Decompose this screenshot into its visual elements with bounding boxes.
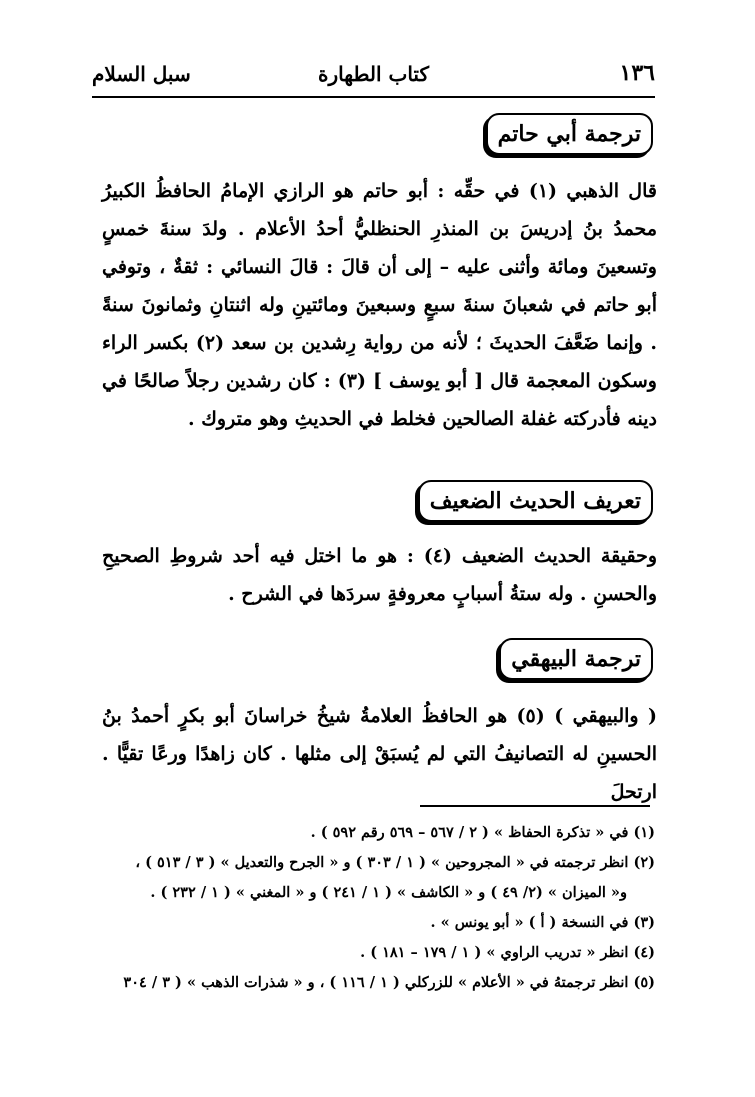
paragraph-abi-hatim: قال الذهبي (١) في حقِّه : أبو حاتم هو الرازي الإمامُ الحافظُ الكبيرُ محمدُ بنُ إدريسَ بن المنذرِ الحنظليُّ أحدُ الأعلام . ولدَ سنةَ خمسٍ وتسعينَ ومائة وأثنى عليه – إلى أن قالَ : قالَ النسائي : ثقةٌ ، وتوفي أبو حاتم في شعبانَ سنةَ سبعٍ وسبعينَ ومائتينِ وله اثنتانِ وثمانونَ سنةً . وإنما ضَعَّفَ الحديثَ ؛ لأنه من رواية رِشدين بن سعد (٢) بكسر الراء وسكون المعجمة قال [ أبو يوسف ] (٣) : كان رشدين رجلاً صالحًا في دينه فأدركته غفلة الصالحين فخلط في الحديثِ وهو متروك . bbox=[102, 180, 657, 430]
footnote-3: (٣) في النسخة ( أ ) « أبو يونس » . bbox=[430, 914, 655, 931]
header-rule bbox=[92, 96, 655, 98]
footnote-2: (٢) انظر ترجمته في « المجروحين » ( ١ / ٣٠٣ ) و « الجرح والتعديل » ( ٣ / ٥١٣ ) ، bbox=[135, 854, 655, 871]
paragraph-bayhaqi: ( والبيهقي ) (٥) هو الحافظُ العلامةُ شيخُ خراسانَ أبو بكرٍ أحمدُ بنُ الحسينِ له التصانيفُ التي لم يُسبَقْ إلى مثلها . كان زاهدًا ورعًا تقيًّا . ارتحلَ bbox=[102, 705, 658, 803]
page-header bbox=[92, 58, 655, 94]
section-heading-bayhaqi: ترجمة البيهقي bbox=[499, 638, 653, 680]
footnote-4: (٤) انظر « تدريب الراوي » ( ١ / ١٧٩ – ١٨١ ) . bbox=[360, 944, 655, 961]
page-number: ١٣٦ bbox=[619, 60, 655, 86]
section-text-abi-hatim bbox=[102, 172, 657, 438]
section-heading-weak-hadith: تعريف الحديث الضعيف bbox=[418, 480, 653, 522]
paragraph-weak-hadith: وحقيقة الحديث الضعيف (٤) : هو ما اختل فيه أحد شروطِ الصحيحِ والحسنِ . وله ستةُ أسبابٍ معروفةٍ سردَها في الشرح . bbox=[102, 545, 657, 605]
footnote-separator bbox=[420, 805, 650, 807]
section-heading-abi-hatim: ترجمة أبي حاتم bbox=[486, 113, 653, 155]
footnote-5: (٥) انظر ترجمتهُ في « الأعلام » للزركلي ( ١ / ١١٦ ) ، و « شذرات الذهب » ( ٣ / ٣٠٤ bbox=[123, 974, 655, 991]
footnotes bbox=[100, 818, 655, 998]
footnote-1: (١) في « تذكرة الحفاظ » ( ٢ / ٥٦٧ – ٥٦٩ رقم ٥٩٢ ) . bbox=[310, 824, 655, 841]
section-text-bayhaqi bbox=[102, 697, 657, 811]
footnote-2-continued: و« الميزان » (٢/ ٤٩ ) و « الكاشف » ( ١ / ٢٤١ ) و « المغني » ( ١ / ٢٣٢ ) . bbox=[150, 884, 627, 901]
chapter-title: كتاب الطهارة bbox=[318, 62, 429, 86]
section-text-weak-hadith bbox=[102, 537, 657, 613]
book-title: سبل السلام bbox=[92, 62, 191, 86]
